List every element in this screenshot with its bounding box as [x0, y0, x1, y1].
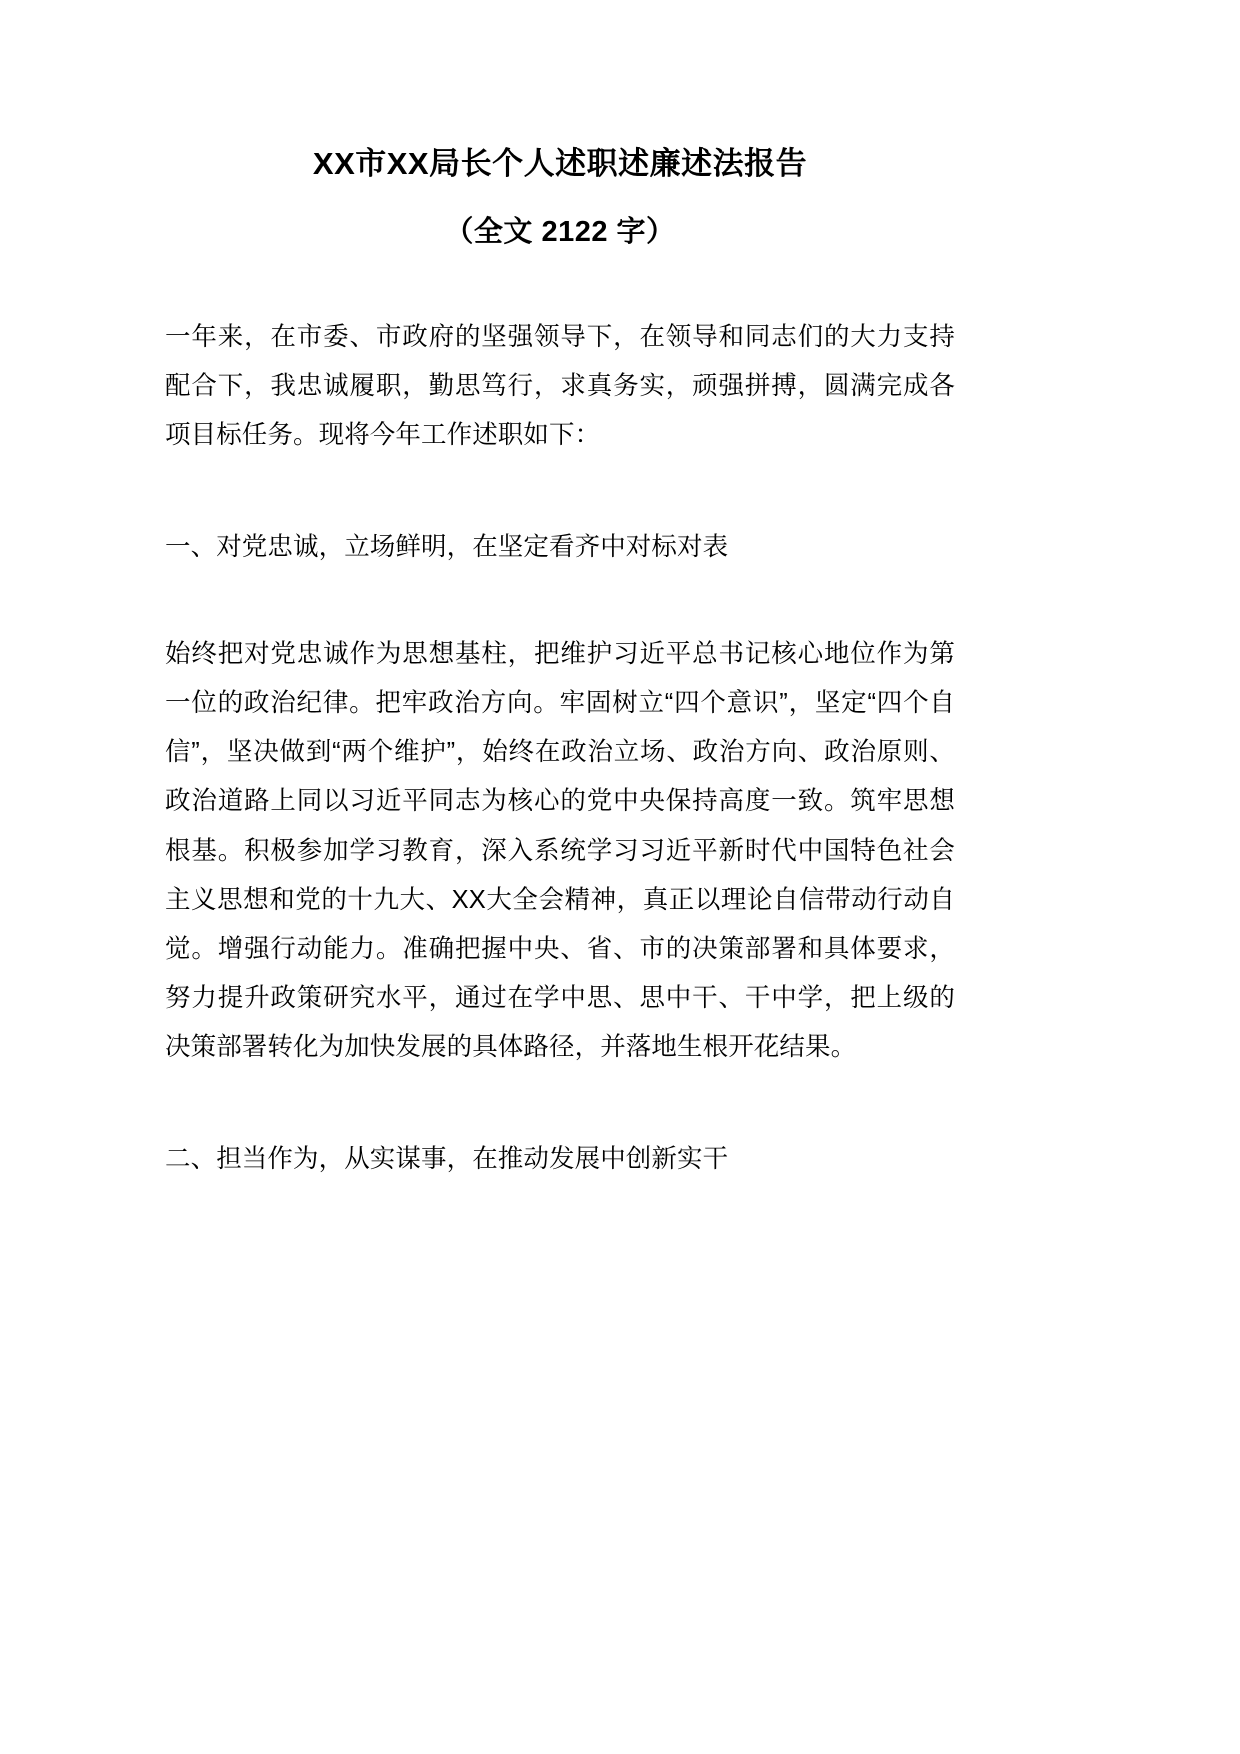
document-title: XX市XX局长个人述职述廉述法报告	[312, 146, 808, 181]
spacer-before-heading-2	[165, 1073, 955, 1135]
document-body	[165, 0, 955, 1184]
intro-paragraph: 一年来，在市委、市政府的坚强领导下，在领导和同志们的大力支持配合下，我忠诚履职，勤思笃行，求真务实，顽强拼搏，圆满完成各项目标任务。现将今年工作述职如下：	[165, 322, 955, 450]
section-heading-1: 一、对党忠诚，立场鲜明，在坚定看齐中对标对表	[165, 532, 729, 561]
spacer-after-heading-1	[165, 572, 955, 630]
spacer-before-heading-1	[165, 461, 955, 523]
body-paragraph-1: 始终把对党忠诚作为思想基柱，把维护习近平总书记核心地位作为第一位的政治纪律。把牢政治方向。牢固树立“四个意识”，坚定“四个自信”，坚决做到“两个维护”，始终在政治立场、政治方向、政治原则、政治道路上同以习近平同志为核心的党中央保持高度一致。筑牢思想根基。积极参加学习教育，深入系统学习习近平新时代中国特色社会主义思想和党的十九大、XX大全会精神，真正以理论自信带动行动自觉。增强行动能力。准确把握中央、省、市的决策部署和具体要求，努力提升政策研究水平，通过在学中思、思中干、干中学，把上级的决策部署转化为加快发展的具体路径，并落地生根开花结果。	[165, 639, 955, 1062]
spacer-after-subtitle	[165, 255, 955, 313]
section-heading-2: 二、担当作为，从实谋事，在推动发展中创新实干	[165, 1144, 729, 1173]
document-subtitle-word-count: （全文 2122 字）	[444, 216, 676, 249]
